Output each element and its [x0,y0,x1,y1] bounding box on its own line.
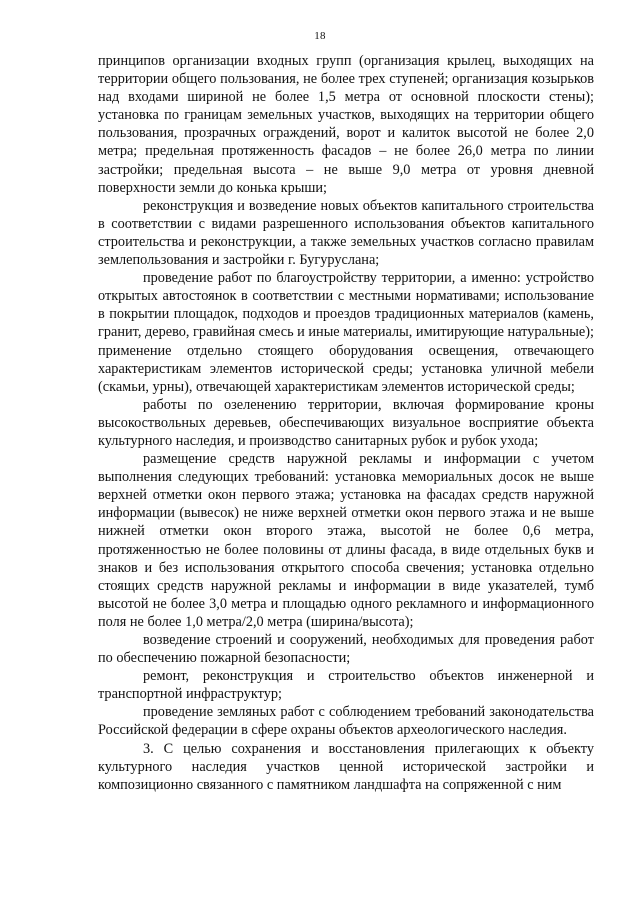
document-body [98,52,594,794]
paragraph-fire-safety: возведение строений и сооружений, необходимых для проведения работ по обеспечению пожарной безопасности; [98,632,594,667]
paragraph-earthworks: проведение земляных работ с соблюдением требований законодательства Российской федерации в сфере охраны объектов археологического наследия. [98,704,594,739]
paragraph-landscaping-works: проведение работ по благоустройству территории, а именно: устройство открытых автостоянок в соответствии с местными нормативами; использование в покрытии площадок, подходов и проездов традиционных материалов (камень, гранит, дерево, гравийная смесь и иные материалы, имитирующие натуральные); применение отдельно стоящего оборудования освещения, отвечающего характеристикам элементов исторической среды; установка уличной мебели (скамьи, урны), отвечающей характеристикам элементов исторической среды; [98,270,594,395]
page-number: 18 [314,30,326,42]
paragraph-reconstruction: реконструкция и возведение новых объектов капитального строительства в соответствии с видами разрешенного использования объектов капитального строительства и реконструкции, а также земельных участков согласно правилам землепользования и застройки г. Бугуруслана; [98,197,594,269]
paragraph-entrance-groups: принципов организации входных групп (организация крылец, выходящих на территории общего пользования, не более трех ступеней; организация козырьков над входами шириной не более 1,5 метра от основной плоскости стены); установка по границам земельных участков, выходящих на территории общего пользования, прозрачных ограждений, ворот и калиток высотой не более 2,0 метра; предельная протяженность фасадов – не более 26,0 метра по линии застройки; предельная высота – не выше 9,0 метра от уровня дневной поверхности земли до конька крыши; [98,53,594,196]
paragraph-section-3: 3. С целью сохранения и восстановления прилегающих к объекту культурного наследия участков ценной исторической застройки и композиционно связанного с памятником ландшафта на сопряженной с ним [98,740,594,793]
paragraph-advertising: размещение средств наружной рекламы и информации с учетом выполнения следующих требований: установка мемориальных досок не выше верхней отметки окон первого этажа; установка на фасадах средств наружной информации (вывесок) не ниже верхней отметки окон первого этажа и не выше нижней отметки окон второго этажа, высотой не более 0,6 метра, протяженностью не более половины от длины фасада, в виде отдельных букв и знаков и без использования открытого способа свечения; установка отдельно стоящих средств наружной рекламы и информации в виде указателей, тумб высотой не более 3,0 метра и площадью одного рекламного и информационного поля не более 1,0 метра/2,0 метра (ширина/высота); [98,451,594,630]
paragraph-infrastructure: ремонт, реконструкция и строительство объектов инженерной и транспортной инфраструктур; [98,668,594,703]
paragraph-greening: работы по озеленению территории, включая формирование кроны высокоствольных деревьев, обеспечивающих визуальное восприятие объекта культурного наследия, и производство санитарных рубок и рубок ухода; [98,396,594,449]
